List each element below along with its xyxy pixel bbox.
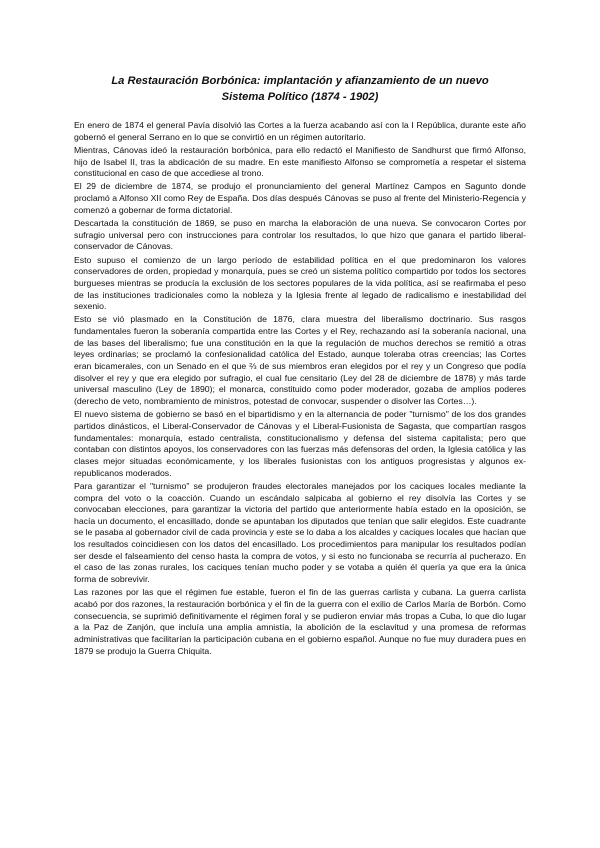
paragraph-pavia-coup: En enero de 1874 el general Pavía disolvió las Cortes a la fuerza acabando así con la I República, durante este año gobernó el general Serrano en lo que se convirtió en un régimen autoritario.: [74, 120, 526, 142]
document-title: [74, 73, 526, 105]
title-line-1: La Restauración Borbónica: implantación y afianzamiento de un nuevo: [111, 75, 489, 87]
paragraph-sagunto-pronouncement: El 29 de diciembre de 1874, se produjo el pronunciamiento del general Martínez Campos en Sagunto donde proclamó a Alfonso XII como Rey de España. Dos días después Cánovas se puso al frente del Ministerio-Regencia y comenzó a gobernar de forma dictatorial.: [74, 181, 526, 215]
paragraph-constitution-1876: Esto se vió plasmado en la Constitución de 1876, clara muestra del liberalismo doctrinario. Sus rasgos fundamentales fueron la soberanía compartida entre las Cortes y el Rey, rechazando así la soberanía nacional, una de las bases del liberalismo; fue una constitución en la que la regulación de muchos derechos se remitió a otras leyes ordinarias; se proclamó la confesionalidad católica del Estado, aunque toleraba otras creencias; las Cortes eran bicamerales, con un Senado en el que ⅔ de sus miembros eran elegidos por el rey y un Congreso que podía disolver el rey y que era elegido por sufragio, el cual fue censitario (Ley del 28 de diciembre de 1878) y más tarde universal masculino (Ley de 1890); el monarca, constituido como poder moderador, gozaba de amplios poderes (derecho de veto, nombramiento de ministros, potestad de convocar, suspender o disolver las Cortes…).: [74, 314, 526, 407]
title-line-2: Sistema Político (1874 - 1902): [221, 91, 379, 103]
paragraph-political-stability: Esto supuso el comienzo de un largo período de estabilidad política en el que predominaron los valores conservadores de orden, propiedad y monarquía, pues se creó un sistema político compartido por todos los sectores burgueses mientras se producía la exclusión de los sectores populares de la vida política, así se reafirmaba el peso de las instituciones tradicionales como la nobleza y la Iglesia frente al legado de radicalismo e inestabilidad del sexenio.: [74, 254, 526, 312]
document-body: [74, 120, 526, 657]
paragraph-sandhurst-manifesto: Mientras, Cánovas ideó la restauración borbónica, para ello redactó el Manifiesto de Sandhurst que firmó Alfonso, hijo de Isabel II, tras la abdicación de su madre. En este manifiesto Alfonso se comprometía a respetar el sistema constitucional en caso de que accediese al trono.: [74, 144, 526, 179]
paragraph-electoral-fraud: Para garantizar el "turnismo" se produjeron fraudes electorales manejados por los caciques locales mediante la compra del voto o la coacción. Cuando un escándalo salpicaba al gobierno el rey disolvía las Cortes y se convocaban elecciones, para garantizar la victoria del partido que anteriormente había estado en la oposición, se hacía un documento, el encasillado, donde se apuntaban los diputados que tenían que salir elegidos. Este cuadrante se le pasaba al gobernador civil de cada provincia y este se lo daba a los alcaldes y caciques locales que hacían que los resultados coincidiesen con los datos del encasillado. Los procedimientos para manipular los resultados podían ser desde el falseamiento del censo hasta la compra de votos, y si esto no funcionaba se recurría al pucherazo. En el caso de las zonas rurales, los caciques tenían mucho poder y se votaba a quién él quería ya que era la única forma de sobrevivir.: [74, 480, 526, 585]
paragraph-new-constitution: Descartada la constitución de 1869, se puso en marcha la elaboración de una nueva. Se convocaron Cortes por sufragio universal pero con instrucciones para controlar los resultados, lo que hizo que ganara el partido liberal-conservador de Cánovas.: [74, 218, 526, 252]
paragraph-regime-stability: Las razones por las que el régimen fue estable, fueron el fin de las guerras carlista y cubana. La guerra carlista acabó por dos razones, la restauración borbónica y el fin de la guerra con el exilio de Carlos María de Borbón. Como consecuencia, se suprimió definitivamente el régimen foral y se pudieron enviar más tropas a Cuba, lo que dio lugar a la Paz de Zanjón, que incluía una amplia amnistía, la abolición de la esclavitud y una promesa de reformas administrativas que facilitarían la participación cubana en el gobierno español. Aunque no fue muy duradera pues en 1879 se produjo la Guerra Chiquita.: [74, 587, 526, 656]
paragraph-bipartisanship: El nuevo sistema de gobierno se basó en el bipartidismo y en la alternancia de poder "turnismo" de los dos grandes partidos dinásticos, el Liberal-Conservador de Cánovas y el Liberal-Fusionista de Sagasta, que compartían rasgos fundamentales: monarquía, estado centralista, constitucionalismo y defensa del sistema capitalista; pero que contaban con distintos apoyos, los conservadores con las fuerzas más defensoras del orden, la Iglesia católica y las clases mejor situadas económicamente, y los liberales fusionistas con los antiguos progresistas y algunos ex-republicanos moderados.: [74, 409, 526, 478]
